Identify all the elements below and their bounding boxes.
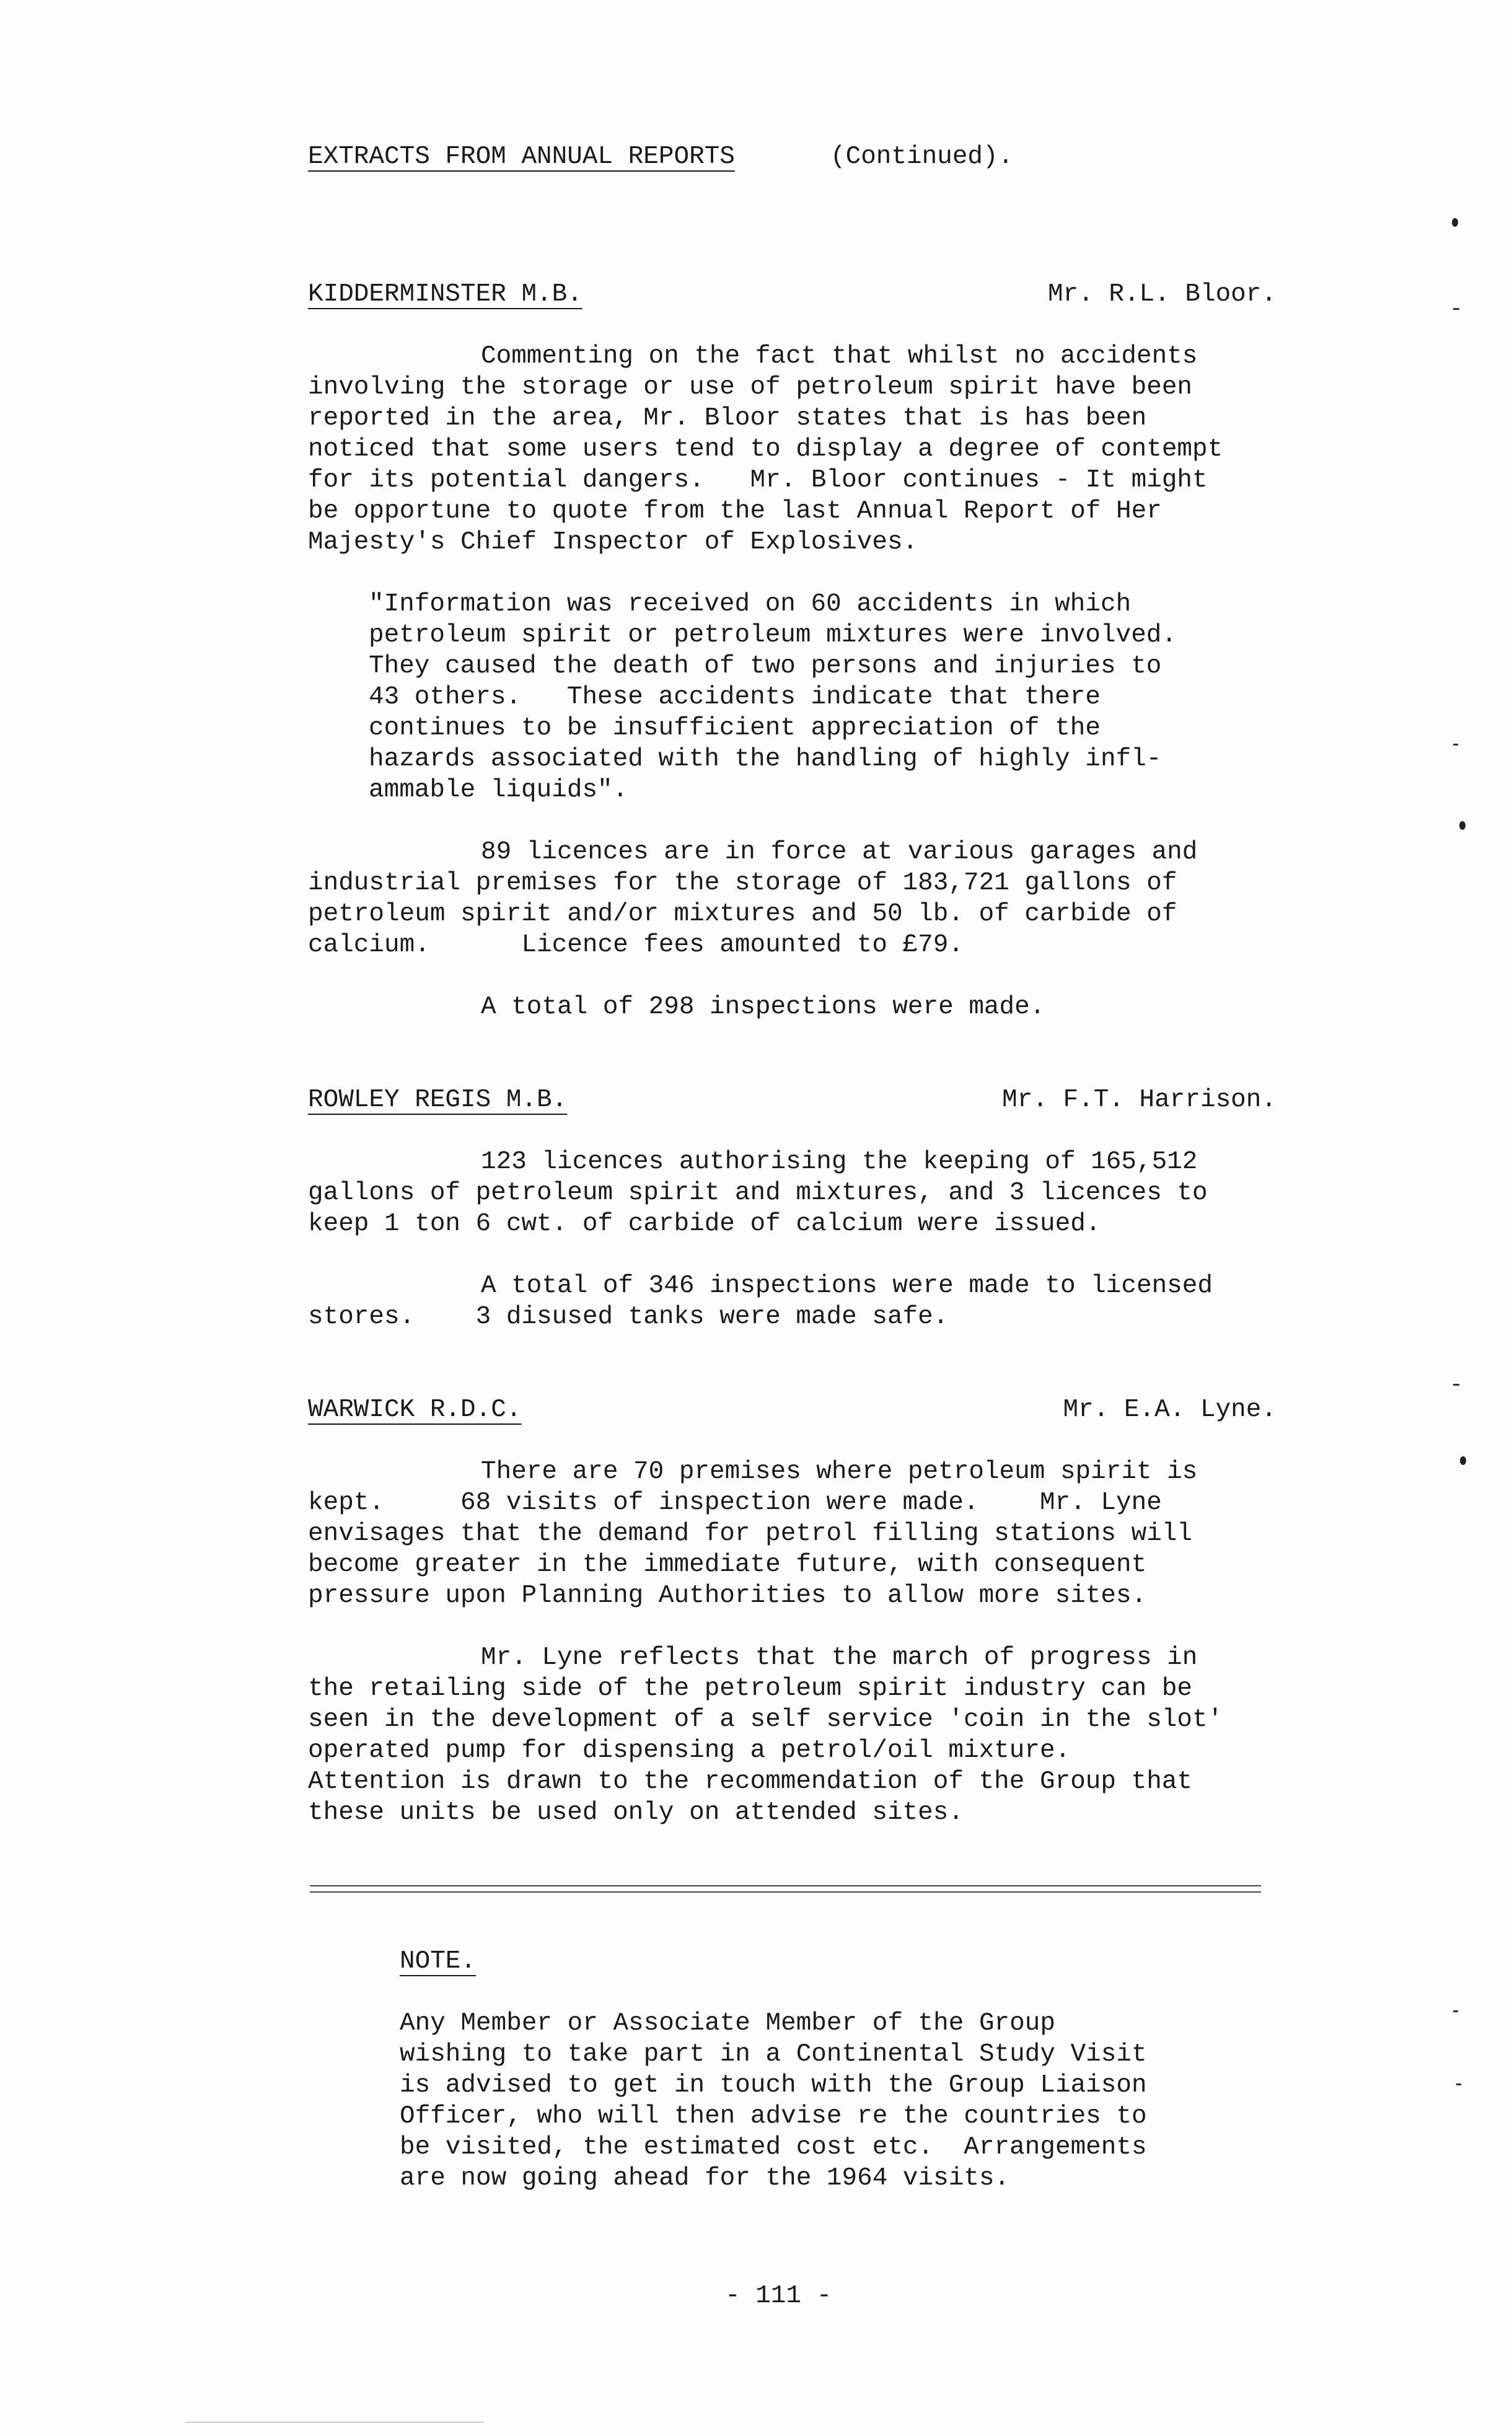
paragraph-line: these units be used only on attended sites.	[308, 1798, 964, 1827]
note-line: Any Member or Associate Member of the Group	[400, 2009, 1055, 2038]
scan-mark	[1453, 308, 1459, 310]
page-number: - 111 -	[725, 2282, 832, 2310]
section-heading-rowley-regis: ROWLEY REGIS M.B.	[308, 1086, 568, 1114]
paragraph-line: the retailing side of the petroleum spirit industry can be	[308, 1674, 1193, 1703]
scan-mark	[1453, 744, 1458, 746]
separator-rule	[310, 1891, 1261, 1893]
paragraph-line: 123 licences authorising the keeping of 165,512	[481, 1148, 1198, 1176]
paragraph-line: reported in the area, Mr. Bloor states that is has been	[308, 404, 1147, 433]
note-line: is advised to get in touch with the Group Liaison	[400, 2071, 1147, 2100]
paragraph-line: seen in the development of a self service 'coin in the slot'	[308, 1705, 1223, 1734]
scan-mark	[1456, 2083, 1461, 2085]
quote-line: continues to be insufficient appreciation of the	[369, 714, 1101, 742]
section-officer-kidderminster: Mr. R.L. Bloor.	[1047, 280, 1277, 309]
paragraph-line: gallons of petroleum spirit and mixtures, and 3 licences to	[308, 1179, 1208, 1207]
paragraph-line: become greater in the immediate future, with consequent	[308, 1551, 1147, 1579]
paragraph-line: Majesty's Chief Inspector of Explosives.	[308, 528, 918, 557]
paragraph-line: Attention is drawn to the recommendation of the Group that	[308, 1767, 1193, 1796]
note-line: are now going ahead for the 1964 visits.	[400, 2164, 1010, 2193]
paragraph-line: keep 1 ton 6 cwt. of carbide of calcium were issued.	[308, 1210, 1101, 1238]
paragraph-line: involving the storage or use of petroleum spirit have been	[308, 373, 1193, 402]
paragraph-line: There are 70 premises where petroleum spirit is	[481, 1458, 1198, 1486]
paragraph-line: A total of 346 inspections were made to licensed	[481, 1272, 1213, 1300]
paragraph-line: stores. 3 disused tanks were made safe.	[308, 1303, 949, 1331]
scan-mark	[1452, 218, 1458, 227]
quote-line: They caused the death of two persons and injuries to	[369, 652, 1162, 680]
paragraph-line: petroleum spirit and/or mixtures and 50 lb. of carbide of	[308, 900, 1177, 928]
quote-line: "Information was received on 60 accidents in which	[369, 590, 1132, 618]
section-officer-warwick: Mr. E.A. Lyne.	[1063, 1396, 1277, 1424]
separator-rule	[310, 1885, 1261, 1886]
paragraph-line: pressure upon Planning Authorities to allow more sites.	[308, 1582, 1147, 1610]
note-line: wishing to take part in a Continental Study Visit	[400, 2040, 1147, 2069]
paragraph-line: be opportune to quote from the last Annual Report of Her	[308, 497, 1162, 526]
note-heading: NOTE.	[400, 1947, 477, 1976]
paragraph-line: Commenting on the fact that whilst no accidents	[481, 342, 1198, 371]
scan-mark	[1453, 1384, 1459, 1386]
section-heading-warwick: WARWICK R.D.C.	[308, 1396, 522, 1424]
note-line: be visited, the estimated cost etc. Arrangements	[400, 2133, 1147, 2162]
paragraph-line: for its potential dangers. Mr. Bloor continues - It might	[308, 466, 1208, 495]
paragraph-line: kept. 68 visits of inspection were made. Mr. Lyne	[308, 1489, 1162, 1517]
quote-line: 43 others. These accidents indicate that there	[369, 683, 1101, 711]
paragraph-line: industrial premises for the storage of 183,721 gallons of	[308, 869, 1177, 897]
quote-line: petroleum spirit or petroleum mixtures were involved.	[369, 621, 1177, 649]
paragraph-line: calcium. Licence fees amounted to £79.	[308, 931, 964, 959]
section-heading-kidderminster: KIDDERMINSTER M.B.	[308, 280, 582, 309]
paragraph-line: Mr. Lyne reflects that the march of progress in	[481, 1643, 1198, 1672]
quote-line: ammable liquids".	[369, 776, 628, 804]
page-header-continued: (Continued).	[830, 143, 1014, 171]
paragraph-line: envisages that the demand for petrol filling stations will	[308, 1520, 1193, 1548]
note-line: Officer, who will then advise re the countries to	[400, 2102, 1147, 2131]
scan-mark	[1460, 1456, 1466, 1465]
paragraph-line: A total of 298 inspections were made.	[481, 993, 1045, 1021]
paragraph-line: 89 licences are in force at various garages and	[481, 838, 1198, 866]
quote-line: hazards associated with the handling of highly infl-	[369, 745, 1162, 773]
page-header-title: EXTRACTS FROM ANNUAL REPORTS	[308, 143, 735, 171]
scan-mark	[1459, 821, 1466, 830]
paragraph-line: noticed that some users tend to display a degree of contempt	[308, 435, 1223, 464]
paragraph-line: operated pump for dispensing a petrol/oil mixture.	[308, 1736, 1071, 1765]
section-officer-rowley-regis: Mr. F.T. Harrison.	[1002, 1086, 1277, 1114]
scan-mark	[1453, 2010, 1458, 2012]
